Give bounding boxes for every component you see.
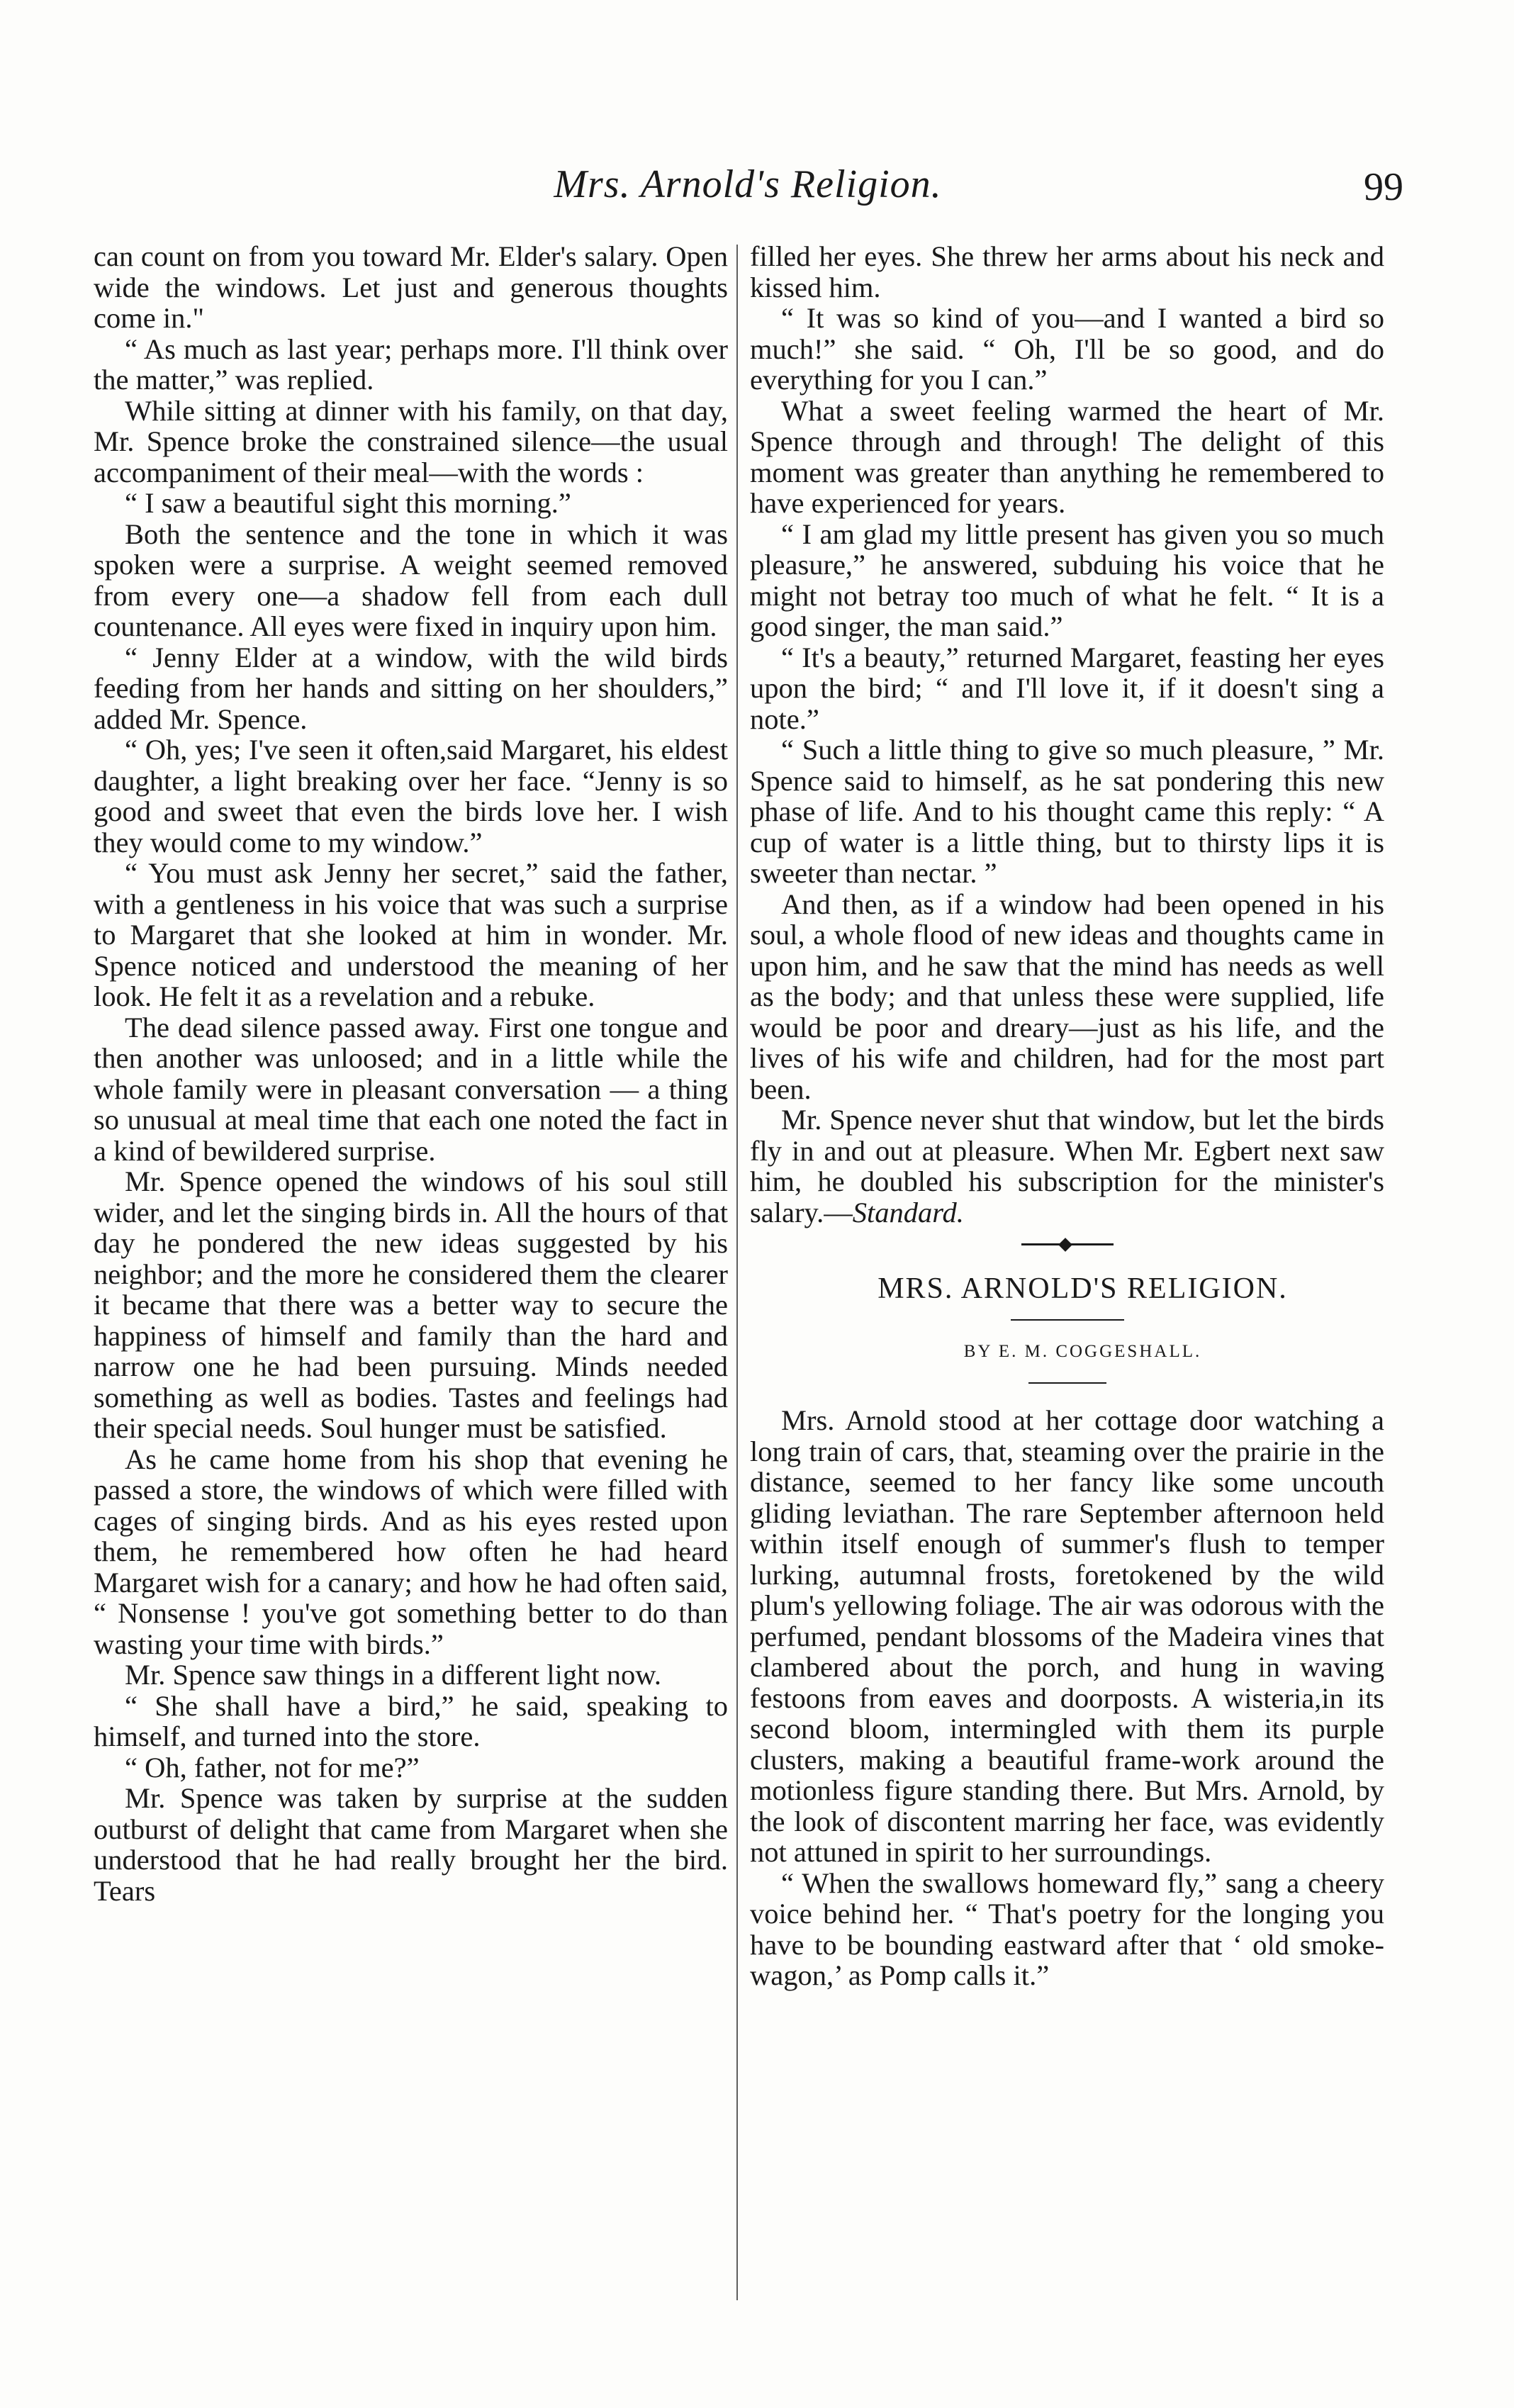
- section-separator: [1021, 1243, 1114, 1245]
- page-number: 99: [1364, 165, 1403, 209]
- paragraph: “ You must ask Jenny her secret,” said the father, with a gentleness in his voice that was such a surprise to Margaret that she looked at him in wonder. Mr. Spence noticed and understood the meaning of her look. He felt it as a revelation and a rebuke.: [94, 857, 728, 1012]
- paragraph: Mr. Spence opened the windows of his soul still wider, and let the singing birds in. All the hours of that day he pondered the new ideas suggested by his neighbor; and the more he considered them the clearer it became that there was a better way to secure the happiness of himself and family than the hard and narrow one he had been pursuing. Minds needed something as well as bodies. Tastes and feelings had their special needs. Soul hunger must be satisfied.: [94, 1165, 728, 1444]
- column-divider: [736, 245, 738, 2300]
- paragraph: “ Oh, father, not for me?”: [125, 1751, 420, 1783]
- paragraph: What a sweet feeling warmed the heart of Mr. Spence through and through! The delight of this moment was greater than anything he remembered to have experienced for years.: [750, 394, 1384, 519]
- paragraph: “ I am glad my little present has given you so much pleasure,” he answered, subduing his voice that he might not betray too much of what he felt. “ It is a good singer, the man said.”: [750, 517, 1384, 642]
- paragraph: “ It's a beauty,” returned Margaret, feasting her eyes upon the bird; “ and I'll love it, if it doesn't sing a note.”: [750, 641, 1384, 735]
- paragraph: And then, as if a window had been opened in his soul, a whole flood of new ideas and thoughts came in upon him, and he saw that the mind has needs as well as the body; and that unless these were supplied, life would be poor and dreary—just as his life, and the lives of his wife and children, had for the most part been.: [750, 887, 1384, 1105]
- title-rule: [1011, 1319, 1124, 1321]
- paragraph: “ I saw a beautiful sight this morning.”: [125, 487, 571, 519]
- paragraph: “ As much as last year; perhaps more. I'll think over the matter,” was replied.: [94, 332, 728, 396]
- paragraph: “ It was so kind of you—and I wanted a bird so much!” she said. “ Oh, I'll be so good, and do everything for you I can.”: [750, 302, 1384, 396]
- left-column: [94, 241, 728, 1906]
- paragraph: As he came home from his shop that evening he passed a store, the windows of which were filled with cages of singing birds. And as his eyes rested upon them, he remembered how often he had heard Margaret wish for a canary; and how he had often said, “ Nonsense ! you've got something better to do than wasting your time with birds.”: [94, 1443, 728, 1660]
- paragraph: Mr. Spence was taken by surprise at the sudden outburst of delight that came from Margaret when she understood that he had really brought her the bird. Tears: [94, 1782, 728, 1907]
- paragraph: “ Oh, yes; I've seen it often,said Margaret, his eldest daughter, a light breaking over her face. “Jenny is so good and sweet that even the birds love her. I wish they would come to my window.”: [94, 734, 728, 858]
- paragraph: The dead silence passed away. First one tongue and then another was unloosed; and in a little while the whole family were in pleasant conversation — a thing so unusual at meal time that each one noted the fact in a kind of bewildered surprise.: [94, 1011, 728, 1167]
- right-column: [750, 241, 1384, 1991]
- source-credit: Standard.: [852, 1196, 964, 1228]
- paragraph: “ She shall have a bird,” he said, speaking to himself, and turned into the store.: [94, 1689, 728, 1752]
- paragraph: “ Jenny Elder at a window, with the wild birds feeding from her hands and sitting on her shoulders,” added Mr. Spence.: [94, 641, 728, 735]
- paragraph: can count on from you toward Mr. Elder's salary. Open wide the windows. Let just and generous thoughts come in.": [94, 240, 728, 334]
- paragraph: While sitting at dinner with his family, on that day, Mr. Spence broke the constrained silence—the usual accompaniment of their meal—with the words :: [94, 394, 728, 488]
- paragraph-text: Mr. Spence never shut that window, but let the birds fly in and out at pleasure. When Mr. Egbert next saw him, he doubled his subscription for the minister's salary.—: [750, 1104, 1384, 1228]
- running-head: [92, 162, 1403, 218]
- paragraph: Both the sentence and the tone in which it was spoken were a surprise. A weight seemed removed from every one—a shadow fell from each dull countenance. All eyes were fixed in inquiry upon him.: [94, 517, 728, 642]
- paragraph: Mr. Spence saw things in a different light now.: [125, 1659, 662, 1691]
- paragraph: filled her eyes. She threw her arms about his neck and kissed him.: [750, 240, 1384, 303]
- paragraph: [750, 1104, 1384, 1228]
- paragraph: “ Such a little thing to give so much pleasure, ” Mr. Spence said to himself, as he sat pondering this new phase of life. And to his thought came this reply: “ A cup of water is a little thing, but to thirsty lips it is sweeter than nectar. ”: [750, 734, 1384, 889]
- byline-rule: [1028, 1382, 1106, 1384]
- paragraph: “ When the swallows homeward fly,” sang a cheery voice behind her. “ That's poetry for the longing you have to be bounding eastward after that ‘ old smoke-wagon,’ as Pomp calls it.”: [750, 1866, 1384, 1991]
- running-title: Mrs. Arnold's Religion.: [554, 162, 942, 206]
- paragraph: Mrs. Arnold stood at her cottage door watching a long train of cars, that, steaming over the prairie in the distance, seemed to her fancy like some uncouth gliding leviathan. The rare September afternoon held within itself enough of summer's flush to temper lurking, autumnal frosts, foretokened by the wild plum's yellowing foliage. The air was odorous with the perfumed, pendant blossoms of the Madeira vines that clambered about the porch, and hung in waving festoons from eaves and doorposts. A wisteria,in its second bloom, intermingled with them its purple clusters, making a beautiful frame-work around the motionless figure standing there. But Mrs. Arnold, by the look of discontent marring her face, was evidently not attuned in spirit to her surroundings.: [750, 1404, 1384, 1868]
- article-byline: BY E. M. COGGESHALL.: [963, 1341, 1202, 1361]
- article-title: MRS. ARNOLD'S RELIGION.: [877, 1272, 1288, 1305]
